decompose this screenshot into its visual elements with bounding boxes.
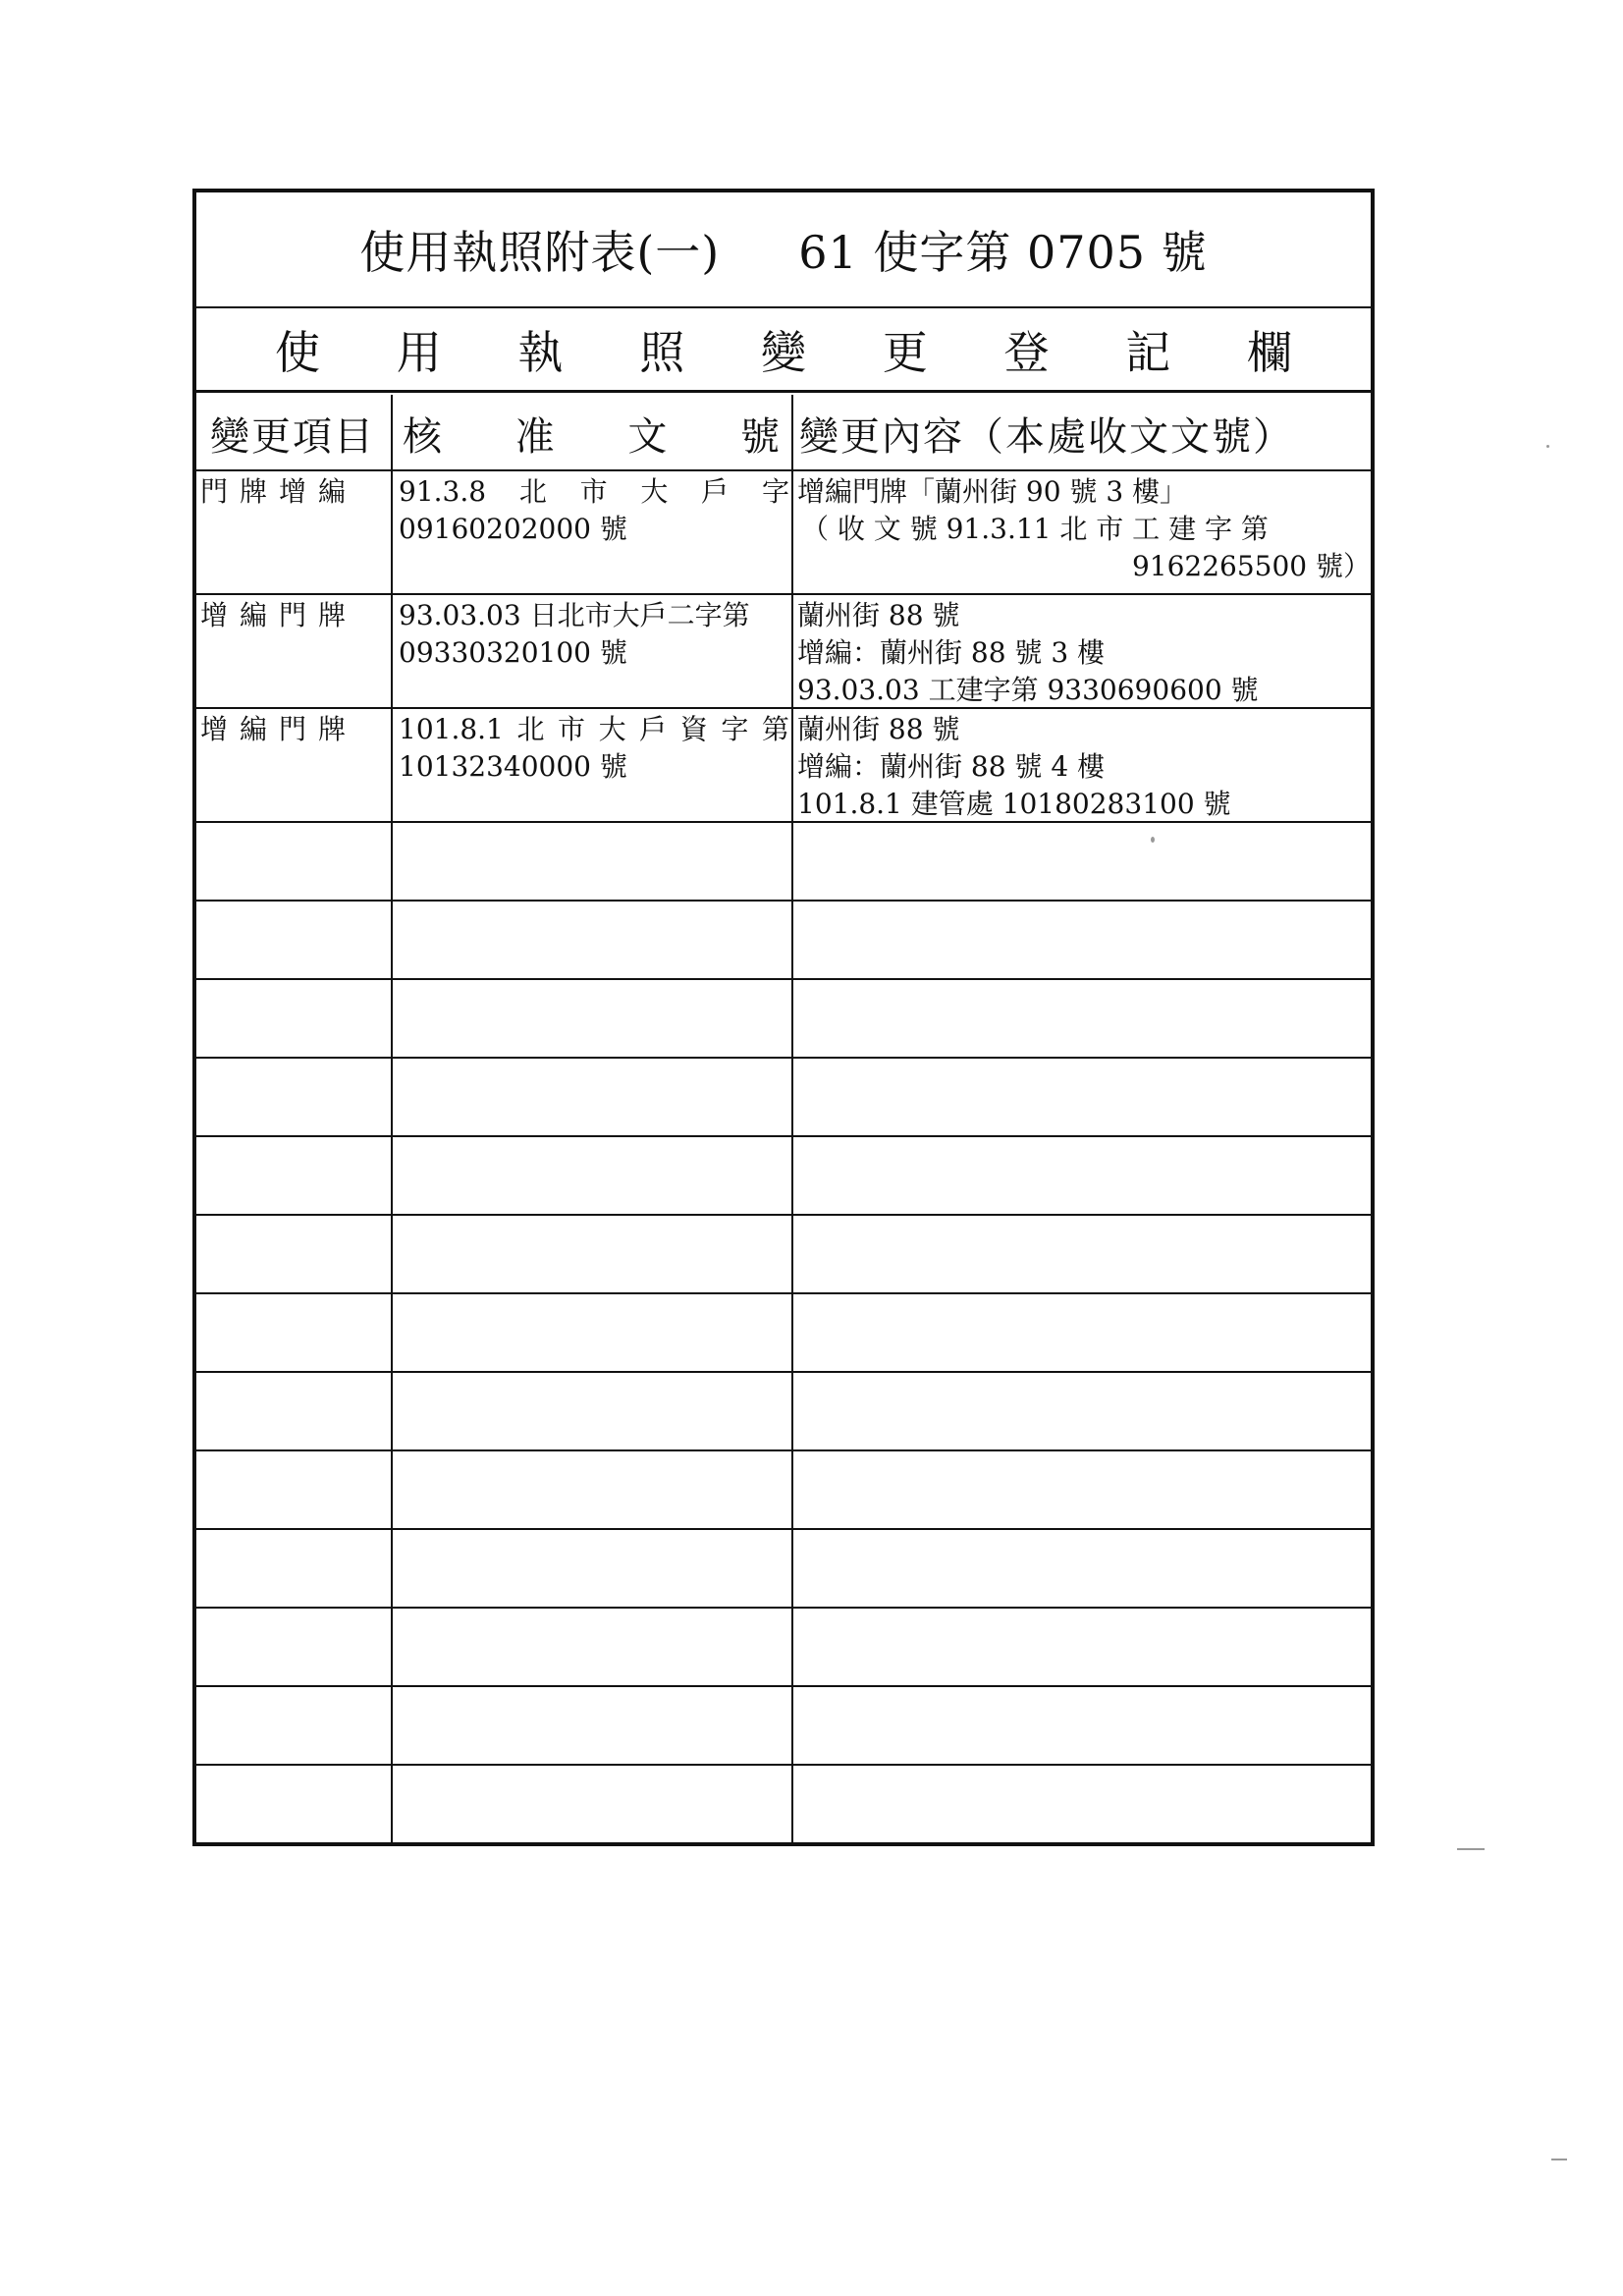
empty-row: [196, 1059, 1371, 1137]
empty-row: [196, 1451, 1371, 1530]
empty-row: [196, 1687, 1371, 1766]
empty-row: [196, 1294, 1371, 1373]
document-title: 使用執照附表(一): [359, 226, 721, 279]
row-item: 增編門牌: [200, 713, 358, 745]
section-char: 更: [882, 325, 928, 379]
table-row: [196, 709, 1371, 823]
header-approval: 核 准 文 號: [403, 413, 780, 460]
license-table-frame: [192, 189, 1375, 1846]
section-char: 照: [639, 325, 685, 379]
table-row: [196, 595, 1371, 709]
row-content: 增編門牌「蘭州街 90 號 3 樓」 （ 收 文 號 91.3.11 北 市 工 建 字 第 9162265500 號）: [797, 475, 1371, 582]
section-char: 執: [517, 325, 564, 379]
document-title-row: [196, 192, 1371, 308]
empty-row: [196, 1373, 1371, 1451]
scan-speck: [1151, 837, 1155, 843]
row-item: 門牌增編: [200, 475, 358, 508]
row-content: 蘭州街 88 號 增編：蘭州街 88 號 3 樓 93.03.03 工建字第 9330690600 號: [797, 599, 1259, 706]
column-divider: [391, 395, 393, 1842]
section-char: 欄: [1247, 325, 1292, 379]
row-item: 增編門牌: [200, 599, 358, 631]
row-approval: 101.8.1 北 市 大 戶 資 字 第 10132340000 號: [399, 713, 789, 783]
column-divider: [791, 395, 793, 1842]
section-char: 用: [396, 325, 442, 379]
section-char: 使: [275, 325, 320, 379]
scan-speck: [1546, 445, 1549, 448]
empty-row: [196, 902, 1371, 980]
empty-row: [196, 1137, 1371, 1216]
scan-speck: [1457, 1848, 1485, 1850]
empty-row: [196, 1216, 1371, 1294]
header-content: 變更內容（本處收文文號）: [799, 413, 1294, 460]
license-number: 61 使字第 0705 號: [798, 226, 1208, 279]
section-char: 記: [1125, 325, 1171, 379]
section-char: 變: [761, 325, 806, 379]
row-approval: 93.03.03 日北市大戶二字第 09330320100 號: [399, 599, 750, 669]
scan-speck: [1551, 2159, 1567, 2160]
empty-row: [196, 1530, 1371, 1609]
column-header-row: [196, 395, 1371, 471]
empty-row: [196, 980, 1371, 1059]
empty-row: [196, 823, 1371, 902]
section-title: [196, 308, 1371, 393]
row-approval: 91.3.8 北 市 大 戶 字 09160202000 號: [399, 475, 789, 545]
section-char: 登: [1003, 325, 1050, 379]
empty-row: [196, 1609, 1371, 1687]
table-row: [196, 471, 1371, 595]
header-item: 變更項目: [210, 413, 375, 460]
row-content: 蘭州街 88 號 增編：蘭州街 88 號 4 樓 101.8.1 建管處 10180283100 號: [797, 713, 1231, 820]
